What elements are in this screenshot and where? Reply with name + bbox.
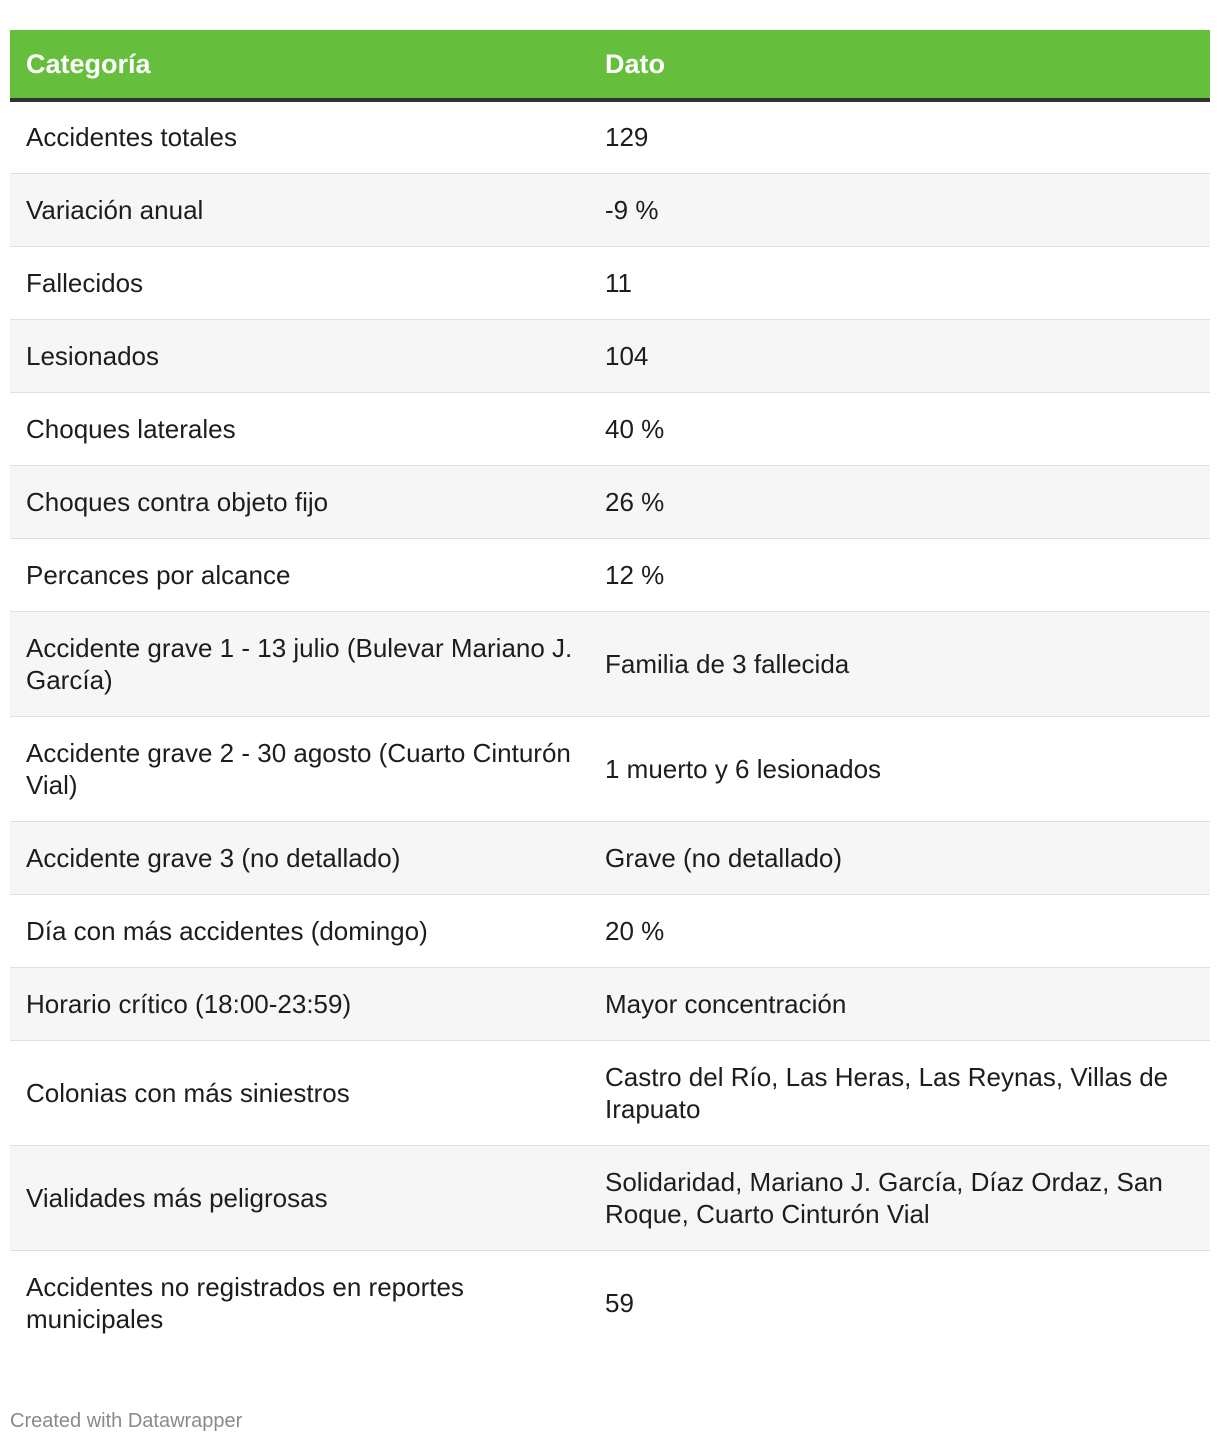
cell-value: Mayor concentración [589, 967, 1210, 1040]
cell-category: Percances por alcance [10, 538, 589, 611]
table-row [10, 821, 1210, 894]
table-row [10, 611, 1210, 716]
cell-category: Choques contra objeto fijo [10, 465, 589, 538]
table-row [10, 100, 1210, 173]
table-row [10, 716, 1210, 821]
cell-value: 129 [589, 100, 1210, 173]
table-row [10, 967, 1210, 1040]
cell-category: Horario crítico (18:00-23:59) [10, 967, 589, 1040]
table-row [10, 173, 1210, 246]
cell-value: 104 [589, 319, 1210, 392]
data-table [10, 30, 1210, 1355]
cell-value: 12 % [589, 538, 1210, 611]
cell-value: Castro del Río, Las Heras, Las Reynas, Villas de Irapuato [589, 1040, 1210, 1145]
cell-value: 1 muerto y 6 lesionados [589, 716, 1210, 821]
cell-value: Familia de 3 fallecida [589, 611, 1210, 716]
datawrapper-credit[interactable]: Created with Datawrapper [10, 1410, 243, 1432]
cell-category: Día con más accidentes (domingo) [10, 894, 589, 967]
cell-value: 59 [605, 1287, 634, 1318]
cell-category: Colonias con más siniestros [10, 1040, 589, 1145]
header-row [10, 30, 1210, 100]
cell-category: Choques laterales [10, 392, 589, 465]
table-row [10, 319, 1210, 392]
cell-value: -9 % [589, 173, 1210, 246]
table-header [10, 30, 1210, 100]
cell-value: 11 [589, 246, 1210, 319]
cell-value: Solidaridad, Mariano J. García, Díaz Ordaz, San Roque, Cuarto Cinturón Vial [589, 1145, 1210, 1250]
table-row [10, 1250, 1210, 1355]
table-row [10, 246, 1210, 319]
table-body [10, 100, 1210, 1355]
table-row [10, 1145, 1210, 1250]
cell-category: Accidente grave 3 (no detallado) [10, 821, 589, 894]
cell-category: Fallecidos [10, 246, 589, 319]
cell-value: 20 % [589, 894, 1210, 967]
data-table-container [10, 30, 1210, 1355]
table-row [10, 465, 1210, 538]
column-header-dato[interactable]: Dato [589, 30, 1210, 100]
table-row [10, 1040, 1210, 1145]
cell-category: Vialidades más peligrosas [10, 1145, 589, 1250]
cell-category: Lesionados [10, 319, 589, 392]
cell-category: Accidente grave 2 - 30 agosto (Cuarto Cinturón Vial) [10, 716, 589, 821]
cell-value: 40 % [589, 392, 1210, 465]
cell-category: Accidente grave 1 - 13 julio (Bulevar Mariano J. García) [10, 611, 589, 716]
table-row [10, 392, 1210, 465]
cell-category: Variación anual [10, 173, 589, 246]
cell-value: 26 % [589, 465, 1210, 538]
cell-category: Accidentes no registrados en reportes municipales [26, 1271, 464, 1334]
cell-value: Grave (no detallado) [589, 821, 1210, 894]
column-header-categoria[interactable]: Categoría [10, 30, 589, 100]
cell-category: Accidentes totales [10, 100, 589, 173]
table-row [10, 894, 1210, 967]
table-row [10, 538, 1210, 611]
